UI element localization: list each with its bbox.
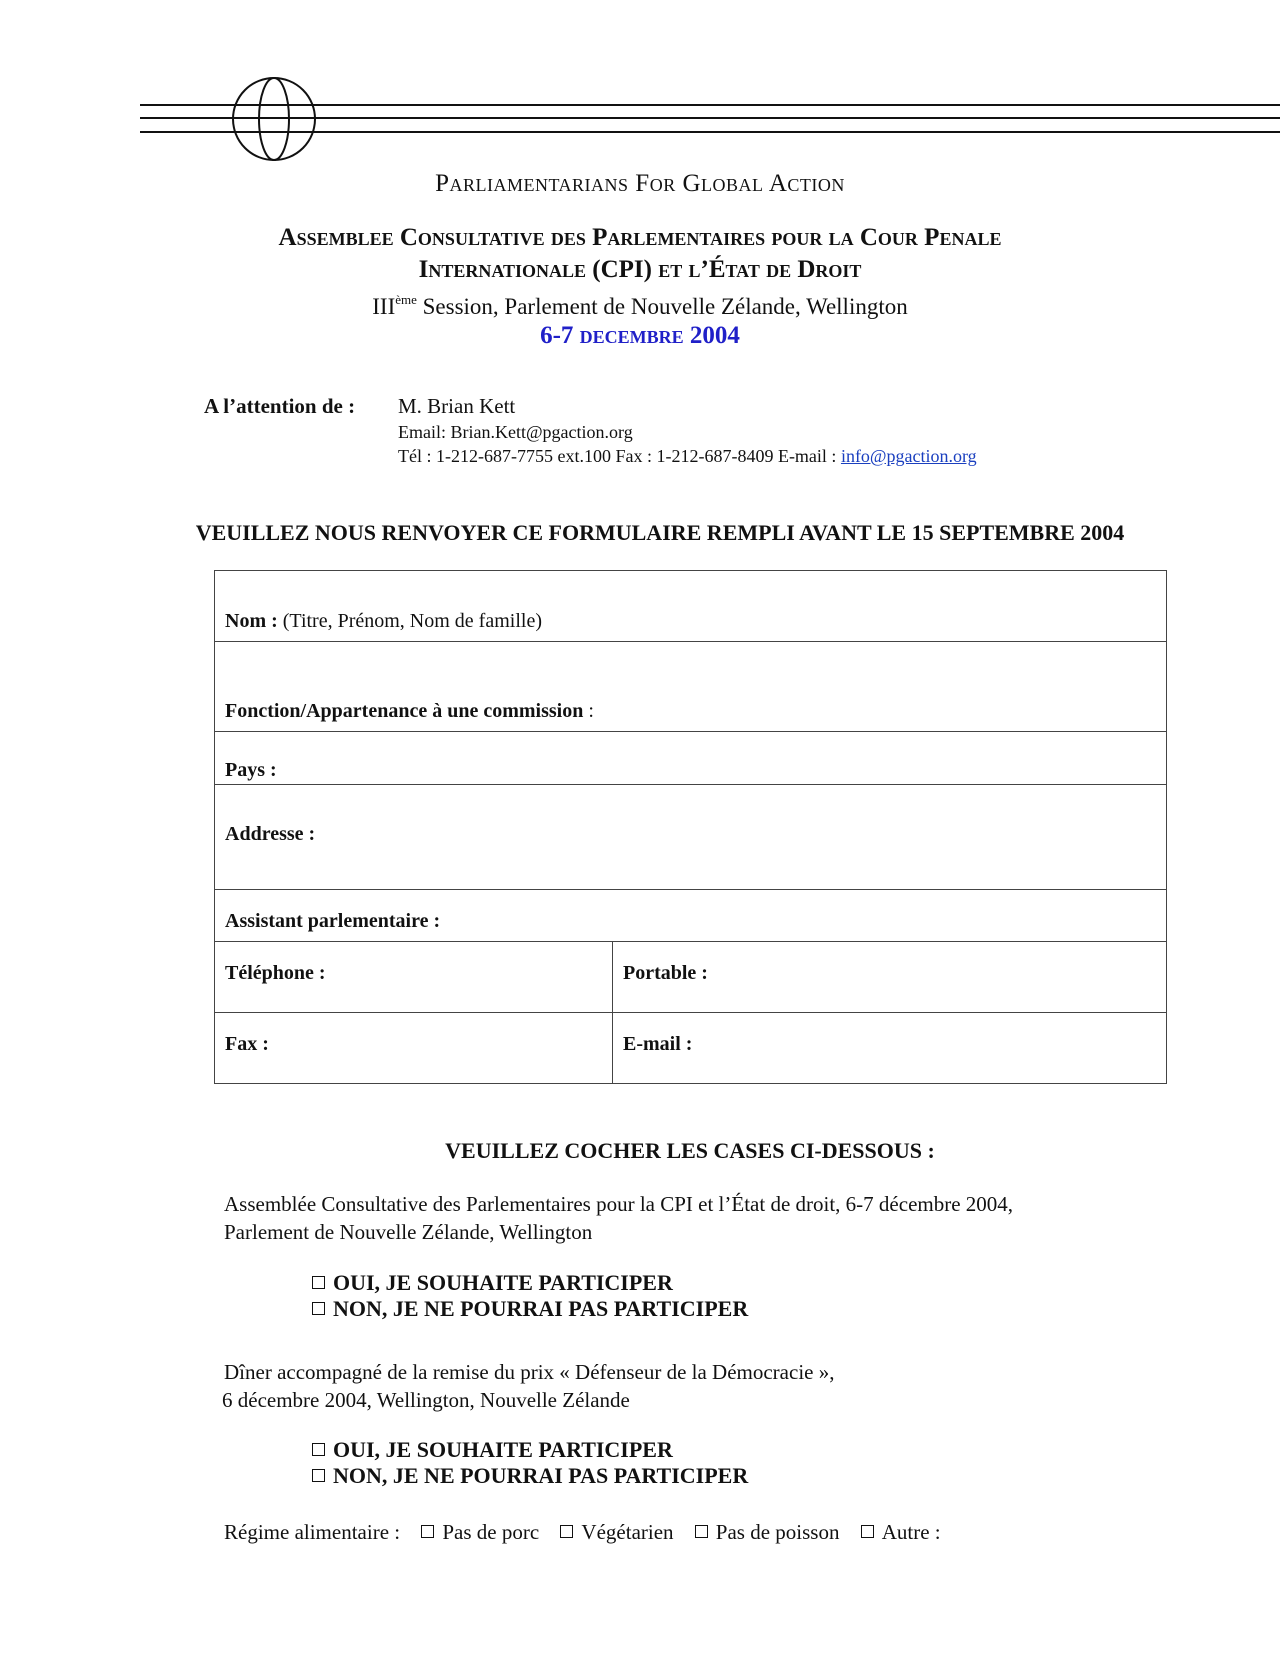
telephone-field[interactable] bbox=[215, 942, 613, 1013]
fonction-colon: : bbox=[583, 700, 594, 722]
pga-logo bbox=[140, 70, 1280, 170]
attention-email: Email: Brian.Kett@pgaction.org bbox=[398, 422, 633, 442]
dinner-no-label: NON, JE NE POURRAI PAS PARTICIPER bbox=[333, 1463, 749, 1488]
nom-label: Nom : bbox=[225, 610, 278, 632]
adresse-label: Addresse : bbox=[225, 823, 316, 845]
session-location: Session, Parlement de Nouvelle Zélande, Wellington bbox=[416, 294, 908, 319]
nom-field[interactable] bbox=[215, 571, 1167, 642]
assistant-label: Assistant parlementaire : bbox=[225, 910, 441, 932]
diet-other-checkbox[interactable] bbox=[861, 1525, 874, 1538]
session-line bbox=[0, 294, 1280, 320]
form-row-phone bbox=[215, 942, 1167, 1013]
form-row-nom bbox=[215, 571, 1167, 642]
assembly-yes-checkbox[interactable] bbox=[312, 1276, 325, 1289]
fonction-field[interactable] bbox=[215, 642, 1167, 732]
diet-no-fish-label: Pas de poisson bbox=[715, 1520, 840, 1544]
contact-details: Tél : 1-212-687-7755 ext.100 Fax : 1-212-687-8409 E-mail : bbox=[398, 446, 841, 466]
document-title bbox=[160, 222, 1120, 286]
registration-form bbox=[214, 570, 1167, 1084]
diet-vegetarian-checkbox[interactable] bbox=[560, 1525, 573, 1538]
assembly-description bbox=[224, 1190, 1013, 1246]
assembly-line-2: Parlement de Nouvelle Zélande, Wellington bbox=[224, 1220, 593, 1244]
fax-field[interactable] bbox=[215, 1013, 613, 1084]
pays-field[interactable] bbox=[215, 732, 1167, 785]
assembly-yes-label: OUI, JE SOUHAITE PARTICIPER bbox=[333, 1270, 673, 1295]
diet-row bbox=[224, 1520, 941, 1545]
attention-contact bbox=[398, 446, 977, 467]
nom-hint: (Titre, Prénom, Nom de famille) bbox=[277, 610, 542, 632]
assembly-no-label: NON, JE NE POURRAI PAS PARTICIPER bbox=[333, 1296, 749, 1321]
diet-vegetarian-label: Végétarien bbox=[581, 1520, 674, 1544]
portable-field[interactable] bbox=[613, 942, 1167, 1013]
dinner-line-1: Dîner accompagné de la remise du prix « Défenseur de la Démocracie », bbox=[224, 1360, 835, 1384]
diet-other-label: Autre : bbox=[881, 1520, 941, 1544]
form-row-fonction bbox=[215, 642, 1167, 732]
form-row-adresse bbox=[215, 785, 1167, 890]
event-dates: 6-7 decembre 2004 bbox=[540, 322, 740, 349]
adresse-field[interactable] bbox=[215, 785, 1167, 890]
portable-label: Portable : bbox=[623, 961, 708, 984]
fax-label: Fax : bbox=[225, 1032, 269, 1055]
checkboxes-title: VEUILLEZ COCHER LES CASES CI-DESSOUS : bbox=[445, 1138, 935, 1163]
diet-option-no-fish[interactable] bbox=[695, 1520, 840, 1544]
dinner-line-2: 6 décembre 2004, Wellington, Nouvelle Zélande bbox=[222, 1388, 630, 1412]
title-line-2: Internationale (CPI) et l’État de Droit bbox=[418, 256, 862, 283]
assembly-no-checkbox[interactable] bbox=[312, 1302, 325, 1315]
pays-label: Pays : bbox=[225, 759, 277, 781]
assembly-no-option[interactable] bbox=[312, 1296, 748, 1322]
contact-email-link[interactable]: info@pgaction.org bbox=[840, 446, 977, 466]
dinner-description bbox=[222, 1358, 834, 1414]
email-field[interactable] bbox=[613, 1013, 1167, 1084]
organization-name: Parliamentarians For Global Action bbox=[435, 170, 845, 197]
session-numeral: III bbox=[372, 294, 396, 319]
dinner-no-option[interactable] bbox=[312, 1463, 748, 1489]
email-label: E-mail : bbox=[623, 1032, 693, 1055]
diet-label: Régime alimentaire : bbox=[224, 1520, 401, 1544]
dinner-yes-option[interactable] bbox=[312, 1437, 673, 1463]
dinner-yes-checkbox[interactable] bbox=[312, 1443, 325, 1456]
attention-name: M. Brian Kett bbox=[398, 394, 516, 418]
fonction-label: Fonction/Appartenance à une commission bbox=[225, 700, 584, 722]
assistant-field[interactable] bbox=[215, 890, 1167, 942]
form-row-assistant bbox=[215, 890, 1167, 942]
diet-option-other[interactable] bbox=[861, 1520, 941, 1544]
attention-label: A l’attention de : bbox=[204, 394, 356, 418]
assembly-yes-option[interactable] bbox=[312, 1270, 673, 1296]
form-row-fax bbox=[215, 1013, 1167, 1084]
diet-option-no-pork[interactable] bbox=[421, 1520, 539, 1544]
form-row-pays bbox=[215, 732, 1167, 785]
assembly-line-1: Assemblée Consultative des Parlementaires pour la CPI et l’État de droit, 6-7 décembre 2004, bbox=[224, 1192, 1014, 1216]
diet-no-pork-checkbox[interactable] bbox=[421, 1525, 434, 1538]
return-deadline-note: VEUILLEZ NOUS RENVOYER CE FORMULAIRE REMPLI AVANT LE 15 SEPTEMBRE 2004 bbox=[195, 520, 1125, 545]
dinner-no-checkbox[interactable] bbox=[312, 1469, 325, 1482]
diet-option-vegetarian[interactable] bbox=[560, 1520, 673, 1544]
telephone-label: Téléphone : bbox=[225, 961, 326, 984]
title-line-1: Assemblee Consultative des Parlementaires pour la Cour Penale bbox=[278, 224, 1002, 251]
diet-no-pork-label: Pas de porc bbox=[442, 1520, 540, 1544]
session-suffix: ème bbox=[395, 292, 417, 307]
dinner-yes-label: OUI, JE SOUHAITE PARTICIPER bbox=[333, 1437, 673, 1462]
diet-no-fish-checkbox[interactable] bbox=[695, 1525, 708, 1538]
